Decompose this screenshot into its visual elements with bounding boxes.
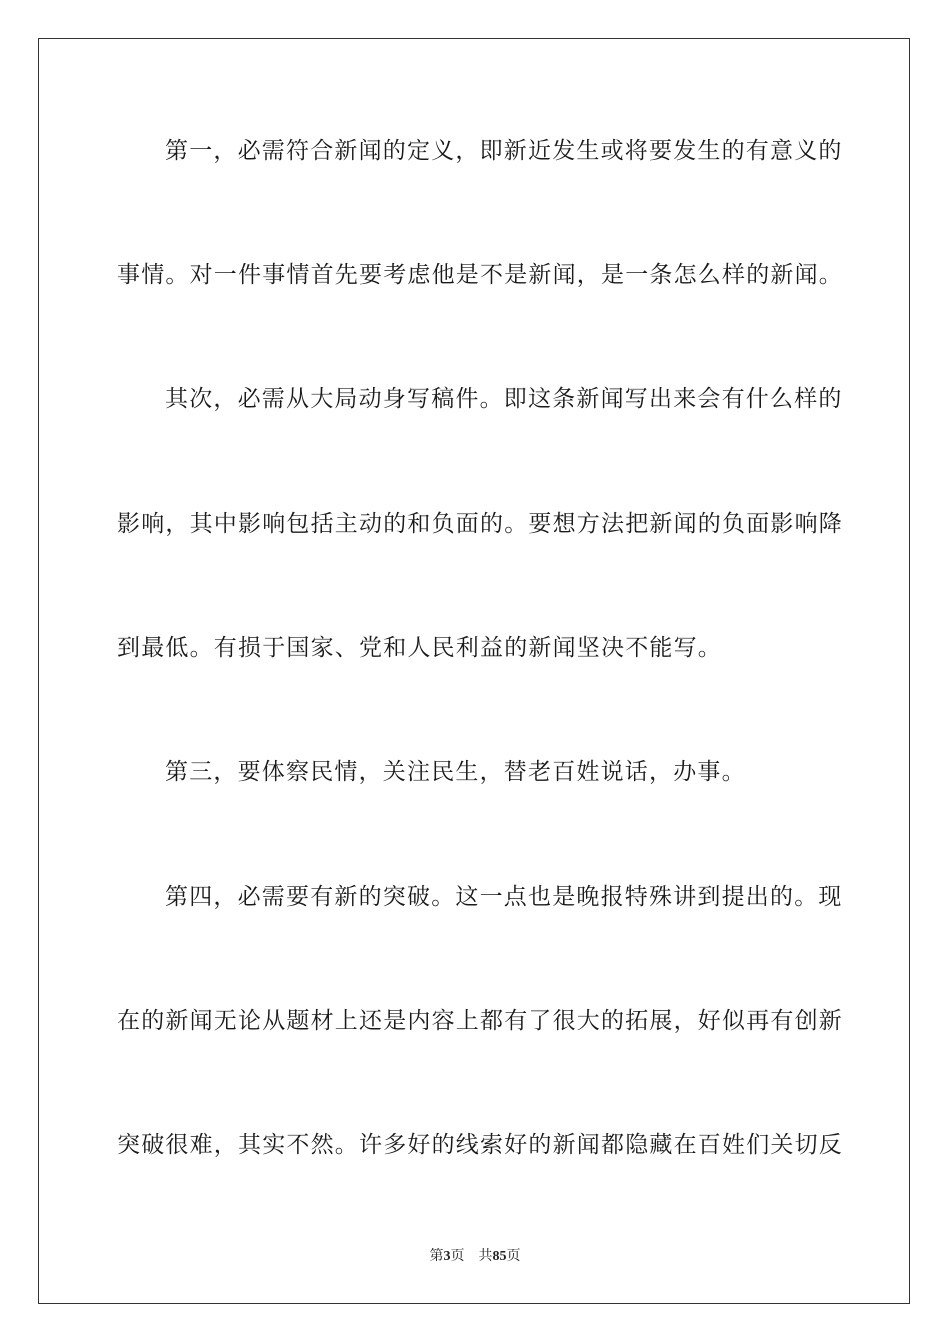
paragraph-2-line-1: 其次，必需从大局动身写稿件。即这条新闻写出来会有什么样的 xyxy=(165,386,843,412)
page-footer xyxy=(0,1246,950,1267)
paragraph-4-line-2: 在的新闻无论从题材上还是内容上都有了很大的拓展，好似再有创新 xyxy=(117,1008,843,1034)
page-label-prefix: 第 xyxy=(429,1248,444,1264)
total-page-count: 85 xyxy=(492,1249,507,1264)
total-label-suffix: 页 xyxy=(506,1248,521,1264)
total-label-prefix: 共 xyxy=(478,1248,493,1264)
paragraph-4-line-3: 突破很难，其实不然。许多好的线索好的新闻都隐藏在百姓们关切反 xyxy=(117,1132,843,1158)
current-page-number: 3 xyxy=(443,1249,451,1264)
paragraph-2-line-2: 影响，其中影响包括主动的和负面的。要想方法把新闻的负面影响降 xyxy=(117,511,843,537)
paragraph-3-line-1: 第三，要体察民情，关注民生，替老百姓说话，办事。 xyxy=(165,759,746,785)
paragraph-1-line-2: 事情。对一件事情首先要考虑他是不是新闻，是一条怎么样的新闻。 xyxy=(117,262,843,288)
page-label-suffix: 页 xyxy=(450,1248,465,1264)
page-border xyxy=(38,38,910,1304)
paragraph-4-line-1: 第四，必需要有新的突破。这一点也是晚报特殊讲到提出的。现 xyxy=(165,884,843,910)
paragraph-2-line-3: 到最低。有损于国家、党和人民利益的新闻坚决不能写。 xyxy=(117,635,722,661)
paragraph-1-line-1: 第一，必需符合新闻的定义，即新近发生或将要发生的有意义的 xyxy=(165,138,843,164)
